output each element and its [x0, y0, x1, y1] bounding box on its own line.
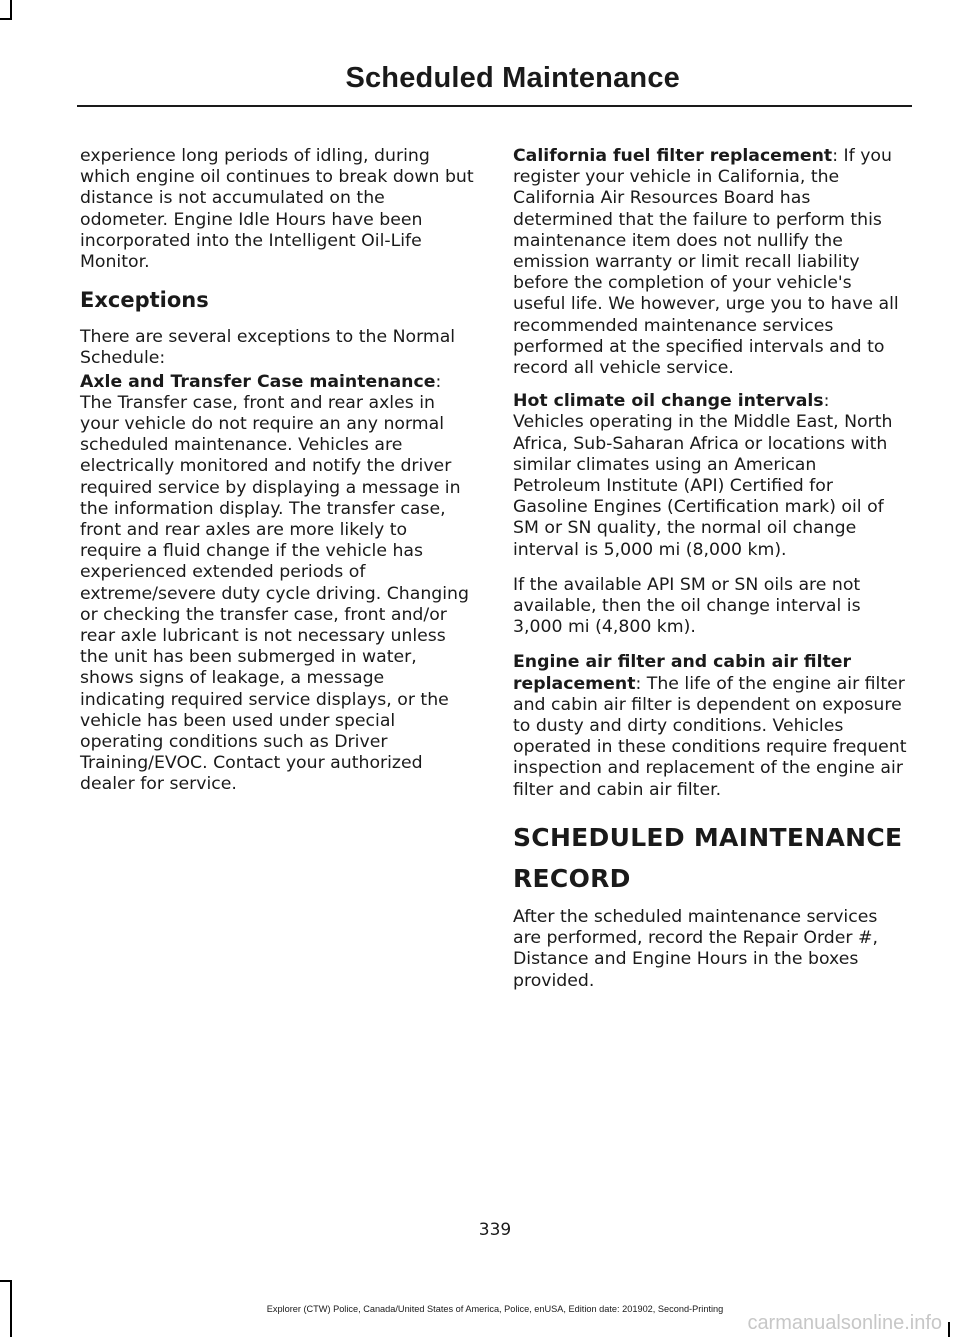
intro-paragraph: experience long periods of idling, during which engine oil continues to break down but distance is not accumulated on the odometer. Engine Idle Hours have been incorporated into the Intelligent Oil-Life Monitor. — [80, 146, 474, 273]
page-title: Scheduled Maintenance — [345, 62, 680, 94]
california-text: If you register your vehicle in California, the California Air Resources Board has determined that the failure to perform this maintenance item does not nullify the emission warranty or limit recall liability before the completion of your vehicle's useful life. We however, urge you to have all recommended maintenance services performed at the specified intervals and to record all vehicle service. — [513, 146, 899, 379]
hot-climate-paragraph: Hot climate oil change intervals: Vehicles operating in the Middle East, North Africa, Sub-Saharan Africa or locations with similar climates using an American Petroleum Institute (API) Certified for Gasoline Engines (Certification mark) oil of SM or SN quality, the normal oil change interval is 5,000 mi (8,000 km). — [513, 391, 893, 560]
air-filter-paragraph: Engine air filter and cabin air filter replacement: The life of the engine air filter and cabin air filter is dependent on exposure to dusty and dirty conditions. Vehicles operated in these conditions require frequent inspection and replacement of the engine air filter and cabin air filter. — [513, 652, 907, 800]
california-title: California fuel filter replacement — [513, 146, 833, 166]
exceptions-heading: Exceptions — [80, 288, 209, 313]
page-number: 339 — [478, 1220, 512, 1240]
header-divider — [77, 105, 912, 107]
axle-paragraph: Axle and Transfer Case maintenance: The Transfer case, front and rear axles in your vehicle do not require an any normal scheduled maintenance. Vehicles are electrically monitored and notify the driver required service by displaying a message in the information display. The transfer case, front and rear axles are more likely to require a fluid change if the vehicle has experienced extended periods of extreme/severe duty cycle driving. Changing or checking the transfer case, front and/or rear axle lubricant is not necessary unless the unit has been submerged in water, shows signs of leakage, a message indicating required service displays, or the vehicle has been used under special operating conditions such as Driver Training/EVOC. Contact your authorized dealer for service. — [80, 371, 469, 795]
crop-mark-bottom-right-v — [948, 1322, 950, 1337]
record-heading-line1: SCHEDULED MAINTENANCE — [513, 822, 903, 852]
edition-footer: Explorer (CTW) Police, Canada/United States of America, Police, enUSA, Edition date: 201902, Second-Printing — [266, 1304, 724, 1314]
crop-mark-top-left-v — [10, 0, 12, 18]
watermark: carmanualsonline.info — [747, 1312, 942, 1334]
exceptions-intro: There are several exceptions to the Normal Schedule: — [80, 327, 456, 369]
hot-climate-title: Hot climate oil change intervals — [513, 391, 824, 412]
record-heading-line2: RECORD — [513, 863, 631, 893]
right-column — [513, 146, 908, 1006]
api-paragraph: If the available API SM or SN oils are not available, then the oil change interval is 3,000 mi (4,800 km). — [513, 574, 861, 638]
crop-mark-top-left-h — [0, 18, 12, 20]
record-paragraph: After the scheduled maintenance services are performed, record the Repair Order #, Distance and Engine Hours in the boxes provided. — [513, 906, 878, 991]
california-paragraph: California fuel filter replacement: If you register your vehicle in California, the California Air Resources Board has determined that the failure to perform this maintenance item does not nullify the emission warranty or limit recall liability before the completion of your vehicle's useful life. We however, urge you to have all recommended maintenance services performed at the specified intervals and to record all vehicle service. — [513, 146, 899, 379]
air-filter-title: Engine air filter and cabin air filter replacement — [513, 652, 852, 694]
crop-mark-bottom-left-h — [0, 1280, 12, 1282]
air-filter-text: The life of the engine air filter and cabin air filter is dependent on exposure to dusty and dirty conditions. Vehicles operated in these conditions require frequent inspection and replacement of the engine air filter and cabin air filter. — [513, 673, 907, 800]
axle-text: The Transfer case, front and rear axles in your vehicle do not require an any normal scheduled maintenance. Vehicles are electrically monitored and notify the driver required service by displaying a message in the information display. The transfer case, front and rear axles are more likely to require a fluid change if the vehicle has experienced extended periods of extreme/severe duty cycle driving. Changing or checking the transfer case, front and/or rear axle lubricant is not necessary unless the unit has been submerged in water, shows signs of leakage, a message indicating required service displays, or the vehicle has been used under special operating conditions such as Driver Training/EVOC. Contact your authorized dealer for service. — [80, 392, 469, 795]
left-column — [80, 146, 474, 810]
hot-climate-text: Vehicles operating in the Middle East, North Africa, Sub-Saharan Africa or locations with similar climates using an American Petroleum Institute (API) Certified for Gasoline Engines (Certification mark) oil of SM or SN quality, the normal oil change interval is 5,000 mi (8,000 km). — [513, 412, 893, 560]
axle-title: Axle and Transfer Case maintenance — [80, 371, 436, 392]
record-heading — [513, 823, 908, 893]
